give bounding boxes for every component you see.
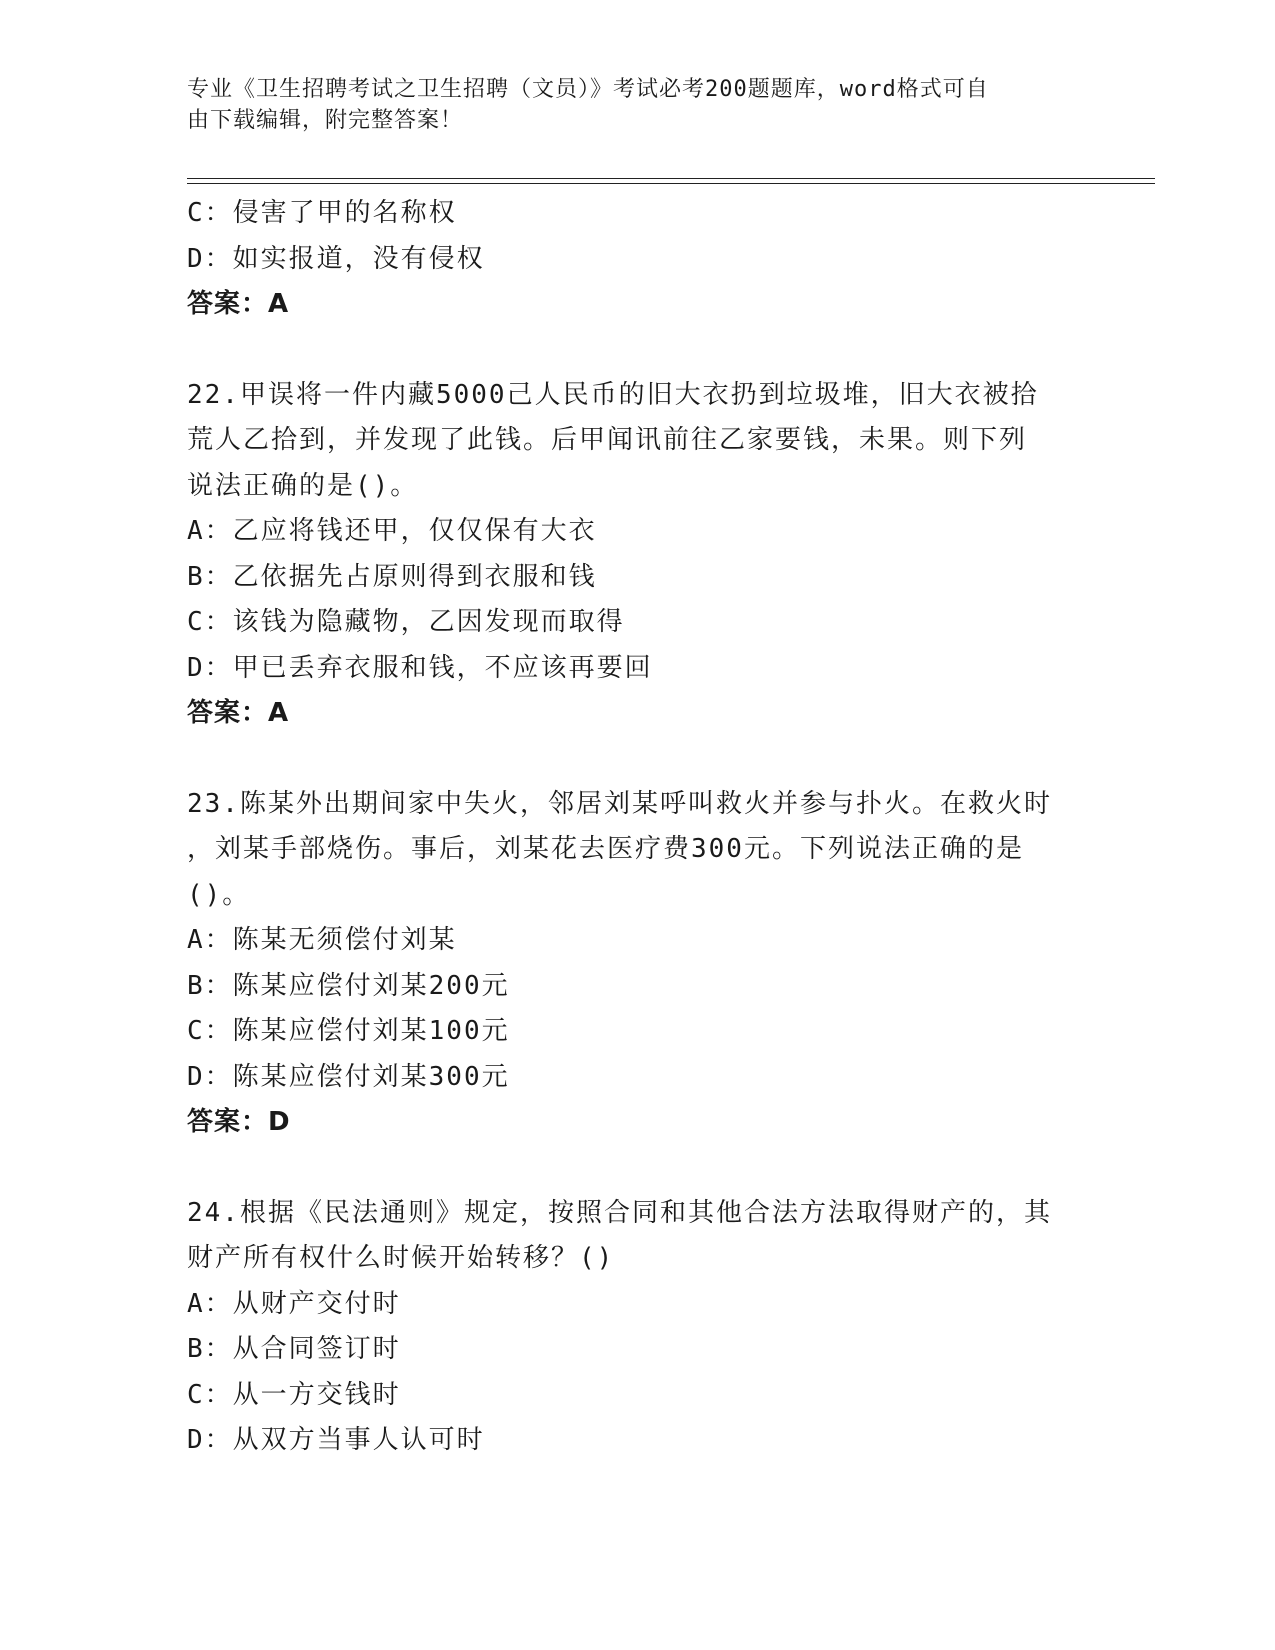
header-line-1: 专业《卫生招聘考试之卫生招聘（文员）》考试必考200题题库，word格式可自	[187, 77, 989, 102]
option-c: C：侵害了甲的名称权	[187, 198, 457, 228]
option-b: B：从合同签订时	[187, 1334, 401, 1364]
question-24	[187, 1191, 1087, 1464]
question-stem-line: 说法正确的是()。	[187, 470, 419, 501]
document-body	[187, 191, 1087, 1464]
question-stem-line: 24.根据《民法通则》规定，按照合同和其他合法方法取得财产的，其	[187, 1197, 1052, 1228]
question-stem-line: 荒人乙拾到，并发现了此钱。后甲闻讯前往乙家要钱，未果。则下列	[187, 425, 1028, 455]
answer-line: 答案：A	[187, 289, 290, 319]
document-header	[187, 74, 1067, 136]
option-d: D：甲已丢弃衣服和钱，不应该再要回	[187, 652, 653, 683]
option-a: A：从财产交付时	[187, 1288, 401, 1319]
option-a: A：陈某无须偿付刘某	[187, 925, 457, 955]
option-d: D：如实报道，没有侵权	[187, 243, 485, 274]
question-22	[187, 373, 1087, 737]
question-21-continuation	[187, 191, 1087, 328]
option-d: D：陈某应偿付刘某300元	[187, 1061, 510, 1092]
option-c: C：陈某应偿付刘某100元	[187, 1016, 510, 1046]
header-rule-bottom	[187, 183, 1155, 184]
option-b: B：乙依据先占原则得到衣服和钱	[187, 561, 597, 592]
question-23	[187, 782, 1087, 1146]
option-d: D：从双方当事人认可时	[187, 1425, 485, 1455]
option-b: B：陈某应偿付刘某200元	[187, 970, 510, 1001]
option-c: C：从一方交钱时	[187, 1379, 401, 1410]
question-stem-line: 23.陈某外出期间家中失火，邻居刘某呼叫救火并参与扑火。在救火时	[187, 788, 1052, 819]
answer-line: 答案：A	[187, 698, 290, 728]
answer-line: 答案：D	[187, 1107, 291, 1137]
question-stem-line: ，刘某手部烧伤。事后，刘某花去医疗费300元。下列说法正确的是	[187, 834, 1024, 864]
question-stem-line: ()。	[187, 879, 251, 910]
question-stem-line: 22.甲误将一件内藏5000己人民币的旧大衣扔到垃圾堆，旧大衣被拾	[187, 379, 1039, 410]
header-rule-top	[187, 178, 1155, 179]
option-a: A：乙应将钱还甲，仅仅保有大衣	[187, 516, 597, 546]
header-line-2: 由下载编辑，附完整答案！	[187, 108, 464, 133]
option-c: C：该钱为隐藏物，乙因发现而取得	[187, 607, 625, 637]
question-stem-line: 财产所有权什么时候开始转移？()	[187, 1243, 615, 1273]
